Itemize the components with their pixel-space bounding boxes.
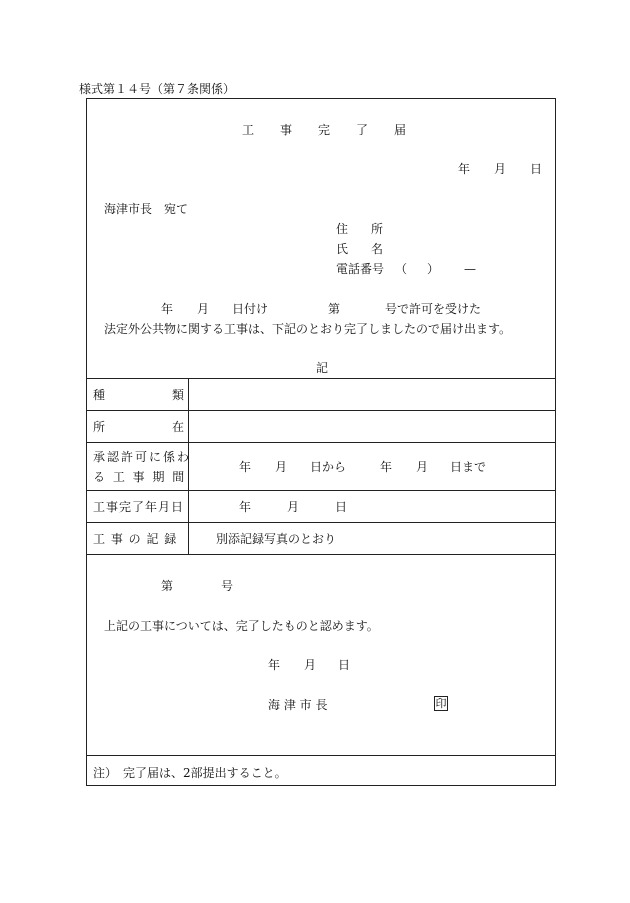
completion-year: 年 (239, 500, 252, 514)
table-rule (86, 410, 556, 411)
seal-stamp: 印 (435, 697, 447, 710)
address-label: 所 (371, 222, 384, 236)
row-label-char: 種 (93, 388, 106, 402)
note-rule (86, 755, 556, 756)
ki-heading: 記 (316, 361, 329, 375)
phone-paren-open: （ (395, 262, 408, 276)
title-char: 工 (242, 123, 255, 137)
mayor-title: 海 津 市 長 (268, 698, 328, 712)
name-label: 氏 (336, 242, 349, 256)
record-value: 別添記録写真のとおり (216, 532, 337, 546)
approval-go: 号 (221, 579, 234, 593)
approval-dai: 第 (161, 579, 174, 593)
title-char: 了 (356, 123, 369, 137)
permit-month: 月 (197, 302, 210, 316)
phone-label: 電話番号 (336, 262, 385, 276)
row-label-char: 所 (93, 420, 106, 434)
name-label: 名 (371, 242, 384, 256)
table-rule (86, 522, 556, 523)
record-label: 工 事 の 記 録 (93, 532, 178, 546)
approval-year: 年 (268, 658, 281, 672)
table-bottom-rule (86, 554, 556, 555)
addressee: 海津市長 宛て (104, 202, 189, 216)
completion-day: 日 (335, 500, 348, 514)
table-top-rule (86, 378, 556, 379)
completion-month: 月 (287, 500, 300, 514)
period-start-year: 年 (239, 460, 252, 474)
approval-statement: 上記の工事については、完了したものと認めます。 (104, 619, 379, 633)
period-label-line2: る 工 事 期 間 (93, 470, 187, 484)
table-column-divider (188, 378, 189, 554)
period-end-day: 日まで (450, 460, 487, 474)
phone-paren-close: ） (427, 262, 440, 276)
permit-year: 年 (161, 302, 174, 316)
footnote: 注） 完了届は、2部提出すること。 (93, 766, 287, 780)
month-label: 月 (494, 162, 507, 176)
permit-date-suffix: 日付け (232, 302, 269, 316)
row-label-char: 在 (172, 420, 185, 434)
period-start-month: 月 (275, 460, 288, 474)
phone-dash: — (464, 262, 476, 276)
permit-go: 号で許可を受けた (385, 302, 482, 316)
form-number: 様式第１４号（第７条関係） (79, 82, 236, 96)
period-label-line1: 承認許可に係わ (93, 450, 192, 464)
period-end-year: 年 (380, 460, 393, 474)
body-line2: 法定外公共物に関する工事は、下記のとおり完了しましたので届け出ます。 (104, 322, 512, 336)
period-end-month: 月 (416, 460, 429, 474)
table-rule (86, 442, 556, 443)
approval-day: 日 (338, 658, 351, 672)
row-label-char: 類 (172, 388, 185, 402)
completion-date-label: 工事完了年月日 (93, 500, 185, 514)
period-start-day: 日から (310, 460, 347, 474)
year-label: 年 (458, 162, 471, 176)
approval-month: 月 (304, 658, 317, 672)
table-rule (86, 490, 556, 491)
day-label: 日 (530, 162, 543, 176)
title-char: 完 (318, 123, 331, 137)
title-char: 届 (394, 123, 407, 137)
title-char: 事 (280, 123, 293, 137)
address-label: 住 (336, 222, 349, 236)
permit-dai: 第 (328, 302, 341, 316)
